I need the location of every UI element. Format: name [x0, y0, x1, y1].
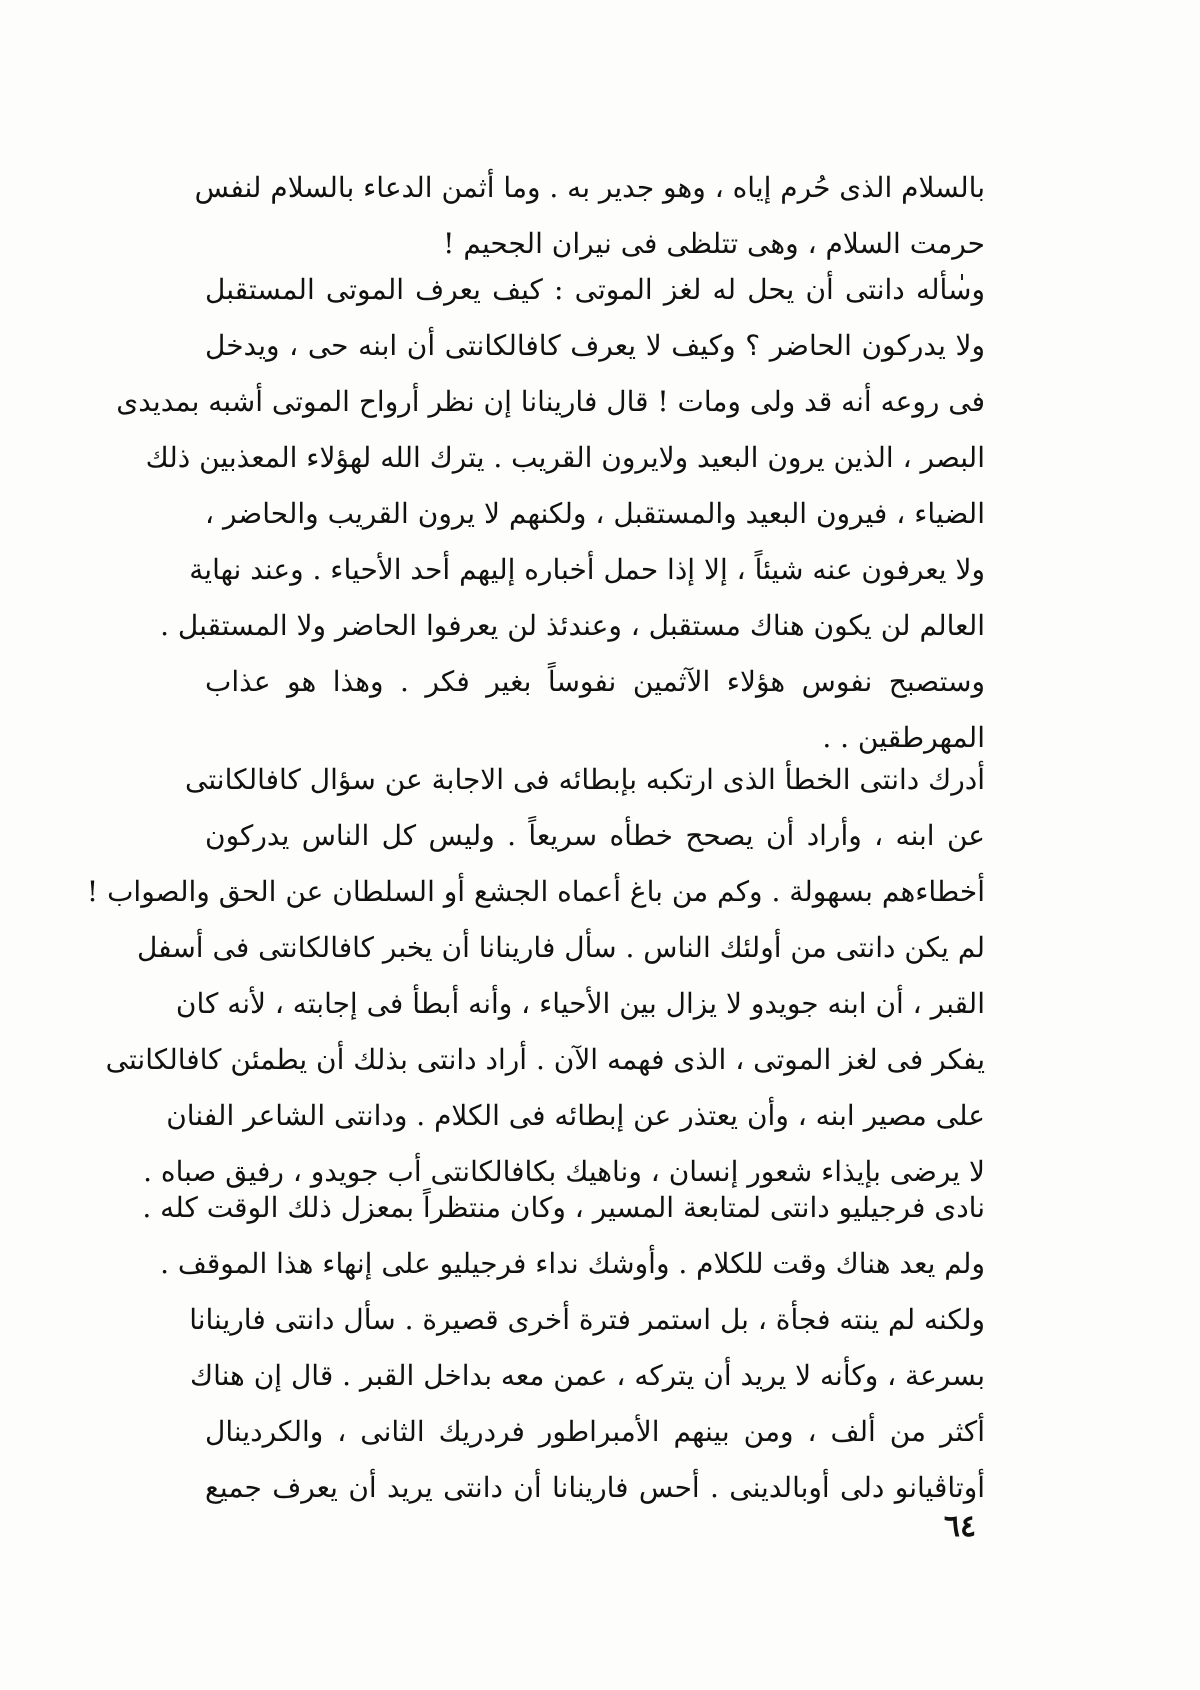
text-line: بالسلام الذى حُرم إياه ، وهو جدير به . وما أثمن الدعاء بالسلام لنفس — [194, 171, 985, 204]
text-line: ولم يعد هناك وقت للكلام . وأوشك نداء فرجيليو على إنهاء هذا الموقف . — [160, 1247, 985, 1280]
text-line: المهرطقين . . — [822, 721, 985, 754]
paragraph-1 — [194, 160, 985, 272]
text-line: العالم لن يكون هناك مستقبل ، وعندئذ لن يعرفوا الحاضر ولا المستقبل . — [160, 609, 985, 642]
text-line: أوتاڤيانو دلى أوبالدينى . أحس فارينانا أن دانتى يريد أن يعرف جميع — [205, 1471, 985, 1504]
text-line: الضياء ، فيرون البعيد والمستقبل ، ولكنهم لا يرون القريب والحاضر ، — [205, 497, 985, 530]
text-line: لا يرضى بإيذاء شعور إنسان ، وناهيك بكافالكانتى أب جويدو ، رفيق صباه . — [143, 1155, 985, 1188]
text-line: أدرك دانتى الخطأ الذى ارتكبه بإبطائه فى الاجابة عن سؤال كافالكانتى — [185, 763, 985, 796]
text-line: يفكر فى لغز الموتى ، الذى فهمه الآن . أراد دانتى بذلك أن يطمئن كافالكانتى — [105, 1043, 985, 1076]
page-number: ٦٤ — [943, 1509, 977, 1544]
text-line: فى روعه أنه قد ولى ومات ! قال فارينانا إن نظر أرواح الموتى أشبه بمديدى — [116, 385, 985, 418]
text-line: حرمت السلام ، وهى تتلظى فى نيران الجحيم ! — [443, 227, 985, 260]
text-line: لم يكن دانتى من أولئك الناس . سأل فارينانا أن يخبر كافالكانتى فى أسفل — [136, 931, 985, 964]
text-line: وسأله دانتى أن يحل له لغز الموتى : كيف يعرف الموتى المستقبل — [205, 273, 985, 306]
text-line: أكثر من ألف ، ومن بينهم الأمبراطور فردريك الثانى ، والكردينال — [205, 1415, 985, 1448]
text-line: بسرعة ، وكأنه لا يريد أن يتركه ، عمن معه بداخل القبر . قال إن هناك — [190, 1359, 985, 1392]
text-line: أخطاءهم بسهولة . وكم من باغ أعماه الجشع أو السلطان عن الحق والصواب ! — [86, 875, 985, 908]
text-line: ولكنه لم ينته فجأة ، بل استمر فترة أخرى قصيرة . سأل دانتى فارينانا — [189, 1303, 985, 1336]
paragraph-3 — [86, 752, 985, 1200]
text-line: عن ابنه ، وأراد أن يصحح خطأه سريعاً . وليس كل الناس يدركون — [205, 819, 985, 852]
text-line: القبر ، أن ابنه جويدو لا يزال بين الأحياء ، وأنه أبطأ فى إجابته ، لأنه كان — [175, 987, 985, 1020]
text-line: ولا يدركون الحاضر ؟ وكيف لا يعرف كافالكانتى أن ابنه حى ، ويدخل — [205, 329, 985, 362]
paragraph-2 — [116, 262, 985, 766]
text-line: ولا يعرفون عنه شيئاً ، إلا إذا حمل أخباره إليهم أحد الأحياء . وعند نهاية — [189, 553, 985, 586]
text-line: على مصير ابنه ، وأن يعتذر عن إبطائه فى الكلام . ودانتى الشاعر الفنان — [166, 1099, 985, 1132]
text-line: نادى فرجيليو دانتى لمتابعة المسير ، وكان منتظراً بمعزل ذلك الوقت كله . — [142, 1191, 985, 1224]
text-line: وستصبح نفوس هؤلاء الآثمين نفوساً بغير فكر . وهذا هو عذاب — [205, 665, 985, 698]
paragraph-4 — [142, 1180, 985, 1516]
text-line: البصر ، الذين يرون البعيد ولايرون القريب . يترك الله لهؤلاء المعذبين ذلك — [145, 441, 985, 474]
